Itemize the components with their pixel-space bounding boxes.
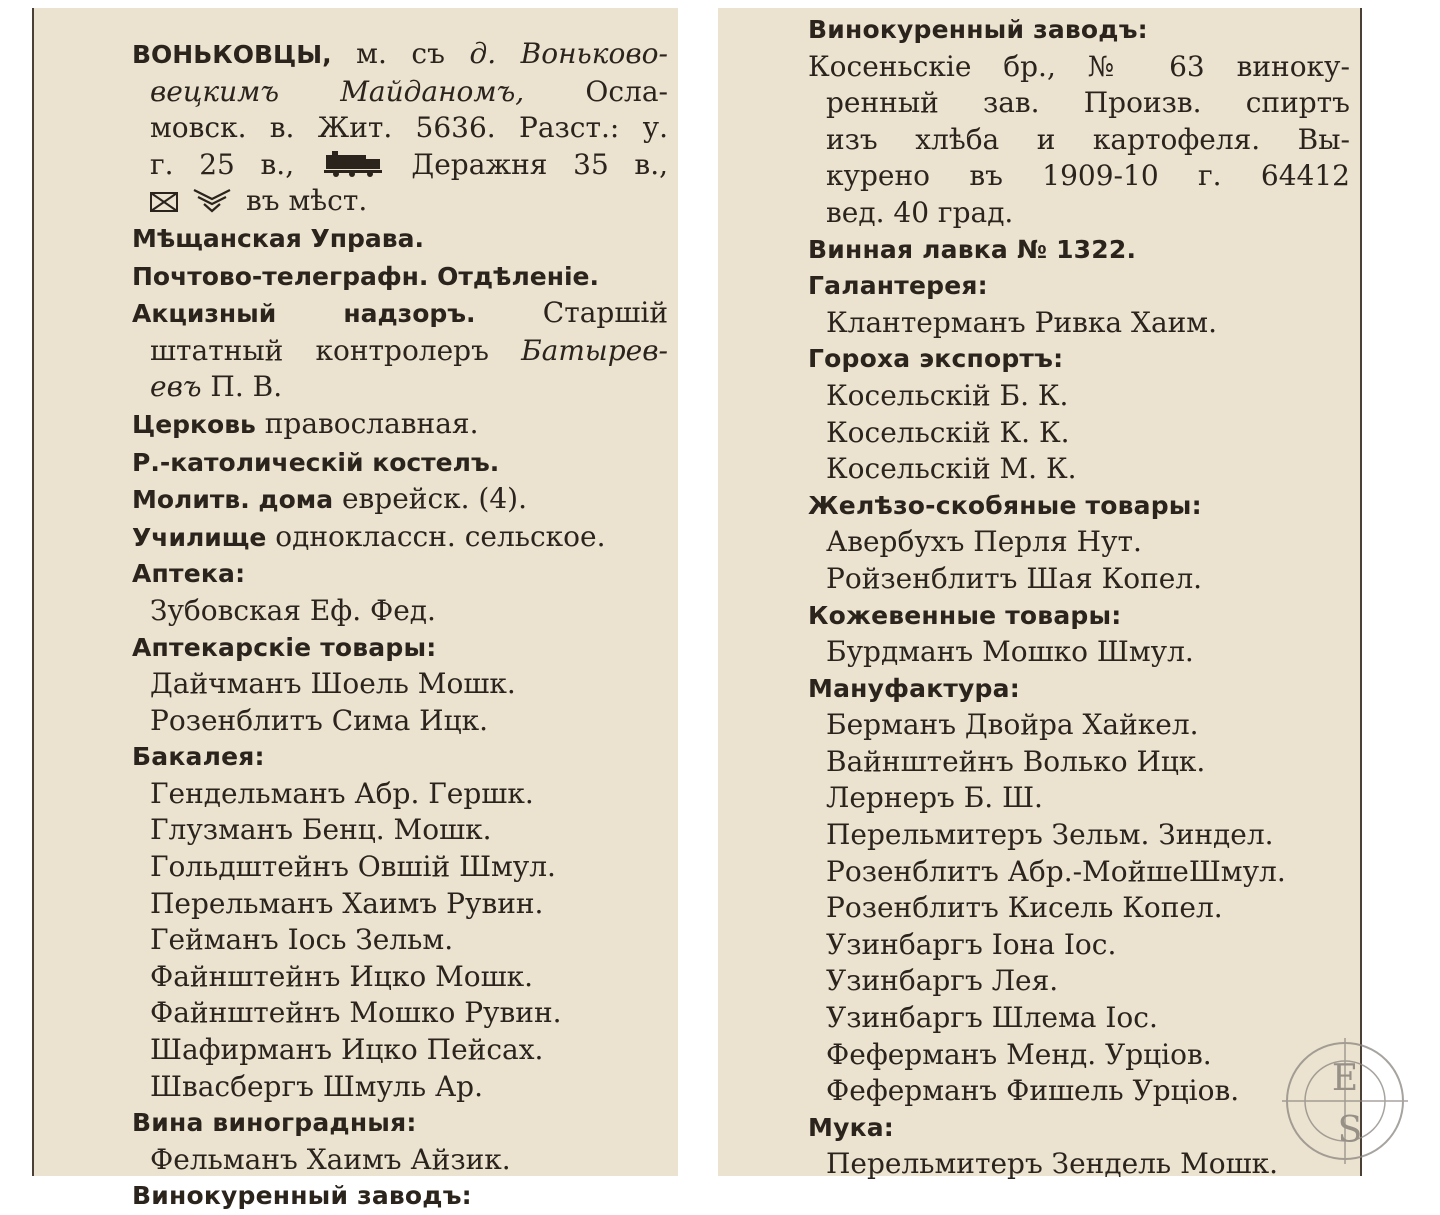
list-item: Берманъ Двойра Хайкел. bbox=[826, 708, 1199, 742]
entry-heading-word: Молитв. дома bbox=[132, 485, 334, 515]
list-item: Косельскій Б. К. bbox=[826, 378, 1069, 412]
entry-text: м. съ bbox=[331, 37, 470, 70]
left-entries bbox=[132, 220, 668, 1215]
section-heading: Желѣзо-скобяные товары: bbox=[808, 490, 1202, 520]
list-item: Клантерманъ Ривка Хаим. bbox=[826, 305, 1217, 339]
block-line bbox=[808, 85, 1350, 122]
entry-text: ренный зав. Произв. спиртъ bbox=[826, 86, 1350, 120]
entry-text: Косеньскіе бр., № 63 виноку- bbox=[808, 49, 1350, 83]
railway-station-icon bbox=[324, 151, 382, 177]
entry-text: г. 25 в., bbox=[150, 147, 320, 181]
watermark-stamp-icon bbox=[1282, 1038, 1408, 1164]
right-page bbox=[718, 8, 1362, 1181]
entry-text: Деражня 35 в., bbox=[385, 147, 668, 181]
section-heading: Кожевенные товары: bbox=[808, 600, 1122, 630]
list-item: Гендельманъ Абр. Гершк. bbox=[150, 776, 534, 810]
list-item: Глузманъ Бенц. Мошк. bbox=[150, 813, 492, 847]
entry-text: православная. bbox=[255, 406, 479, 440]
entry-heading-word: Акцизный надзоръ. bbox=[132, 299, 476, 329]
list-item: Гейманъ Іось Зельм. bbox=[150, 923, 454, 957]
entry-heading-word: Почтово-телеграфн. Отдѣленіе. bbox=[132, 261, 600, 291]
list-item: Файнштейнъ Ицко Мошк. bbox=[150, 959, 534, 993]
italic-name: Батырев- bbox=[521, 333, 668, 367]
text-block bbox=[132, 295, 668, 406]
entry-text: вед. 40 град. bbox=[826, 195, 1014, 229]
list-item: Узинбаргъ Іона Іос. bbox=[826, 927, 1117, 961]
section-heading: Аптека: bbox=[132, 559, 246, 589]
list-item: Файнштейнъ Мошко Рувин. bbox=[150, 996, 562, 1030]
list-item: Перельмитеръ Зельм. Зиндел. bbox=[826, 818, 1274, 852]
entry-text: въ мѣст. bbox=[246, 184, 368, 218]
post-office-envelope-icon bbox=[150, 191, 178, 213]
entry-heading-word: ВОНЬКОВЦЫ, bbox=[132, 40, 332, 69]
stamp-letter-top: E bbox=[1331, 1058, 1359, 1099]
list-item: Узинбаргъ Лея. bbox=[826, 964, 1059, 998]
section-heading: Мануфактура: bbox=[808, 673, 1020, 703]
list-item: Гольдштейнъ Овшій Шмул. bbox=[150, 850, 556, 884]
entry-heading-word: Р.-католическій костелъ. bbox=[132, 447, 500, 477]
section-heading: Галантерея: bbox=[808, 271, 988, 301]
intro-line bbox=[132, 110, 668, 147]
list-item: Перельманъ Хаимъ Рувин. bbox=[150, 886, 544, 920]
telegraph-icon bbox=[192, 187, 232, 213]
list-item: Швасбергъ Шмуль Ар. bbox=[150, 1069, 483, 1103]
institution-entry bbox=[132, 258, 668, 296]
intro-line bbox=[132, 183, 668, 220]
entry-heading-word: Церковь bbox=[132, 409, 256, 439]
section-heading: Винокуренный заводъ: bbox=[808, 15, 1148, 44]
entry-text: одноклассн. сельское. bbox=[266, 519, 606, 553]
list-item: Перельмитеръ Зендель Мошк. bbox=[826, 1147, 1279, 1181]
intro-line bbox=[132, 147, 668, 184]
list-item: Косельскій М. К. bbox=[826, 452, 1077, 486]
block-line bbox=[808, 49, 1350, 86]
list-item: Лернеръ Б. Ш. bbox=[826, 781, 1043, 815]
list-item: Авербухъ Перля Нут. bbox=[826, 525, 1142, 559]
entry-text: П. В. bbox=[201, 370, 283, 404]
italic-name: д. Воньково- bbox=[469, 37, 668, 70]
list-item: Фельманъ Хаимъ Айзик. bbox=[150, 1142, 511, 1176]
institution-entry bbox=[132, 406, 668, 444]
section-heading: Мука: bbox=[808, 1112, 895, 1142]
section-heading: Бакалея: bbox=[132, 742, 265, 772]
list-item: Розенблитъ Кисель Копел. bbox=[826, 891, 1223, 925]
list-item: Бурдманъ Мошко Шмул. bbox=[826, 635, 1194, 669]
intro-line bbox=[132, 74, 668, 111]
block-line bbox=[132, 333, 668, 370]
list-item: Узинбаргъ Шлема Іос. bbox=[826, 1001, 1158, 1035]
list-item: Ройзенблитъ Шая Копел. bbox=[826, 561, 1203, 595]
entry-text: Старшій bbox=[475, 296, 668, 330]
section-heading: Аптекарскіе товары: bbox=[132, 632, 437, 662]
intro-line bbox=[132, 36, 668, 74]
entry-text: Осла- bbox=[524, 74, 668, 108]
entry-text: курено въ 1909-10 г. 64412 bbox=[826, 159, 1350, 193]
block-line bbox=[132, 369, 668, 406]
list-item: Зубовская Еф. Фед. bbox=[150, 593, 436, 627]
list-item: Косельскій К. К. bbox=[826, 415, 1070, 449]
right-entries bbox=[808, 12, 1350, 1183]
institution-entry bbox=[132, 481, 668, 519]
institution-entry bbox=[132, 444, 668, 482]
entry-text: изъ хлѣба и картофеля. Вы- bbox=[826, 122, 1350, 156]
entry-text: штатный контролеръ bbox=[150, 333, 522, 367]
italic-name: евъ bbox=[150, 370, 202, 404]
section-heading: Вина виноградныя: bbox=[132, 1108, 417, 1138]
left-page bbox=[32, 8, 678, 1211]
section-heading: Винная лавка № 1322. bbox=[808, 234, 1137, 264]
stamp-letter-bottom: S bbox=[1337, 1110, 1363, 1151]
block-line bbox=[808, 195, 1350, 232]
list-item: Дайчманъ Шоель Мошк. bbox=[150, 667, 516, 701]
list-item: Розенблитъ Абр.-МойшеШмул. bbox=[826, 854, 1286, 888]
section-heading: Гороха экспортъ: bbox=[808, 344, 1064, 374]
entry-heading-word: Мѣщанская Управа. bbox=[132, 223, 424, 253]
entry-heading-word: Училище bbox=[132, 522, 267, 552]
entry-text: мовск. в. Жит. 5636. Разст.: у. bbox=[150, 111, 668, 145]
list-item: Шафирманъ Ицко Пейсах. bbox=[150, 1033, 544, 1067]
entry-text: еврейск. (4). bbox=[333, 482, 527, 516]
block-line bbox=[808, 122, 1350, 159]
list-item: Феферманъ Менд. Урціов. bbox=[826, 1037, 1212, 1071]
institution-entry bbox=[132, 519, 668, 557]
italic-name: вецкимъ Майданомъ, bbox=[150, 74, 525, 108]
institution-entry bbox=[132, 220, 668, 258]
text-block bbox=[808, 49, 1350, 232]
list-item: Феферманъ Фишель Урціов. bbox=[826, 1074, 1240, 1108]
list-item: Розенблитъ Сима Ицк. bbox=[150, 703, 488, 737]
block-line bbox=[808, 158, 1350, 195]
block-line bbox=[132, 295, 668, 333]
town-intro bbox=[132, 36, 668, 220]
list-item: Вайнштейнъ Волько Ицк. bbox=[826, 744, 1206, 778]
section-heading: Винокуренный заводъ: bbox=[132, 1181, 472, 1211]
